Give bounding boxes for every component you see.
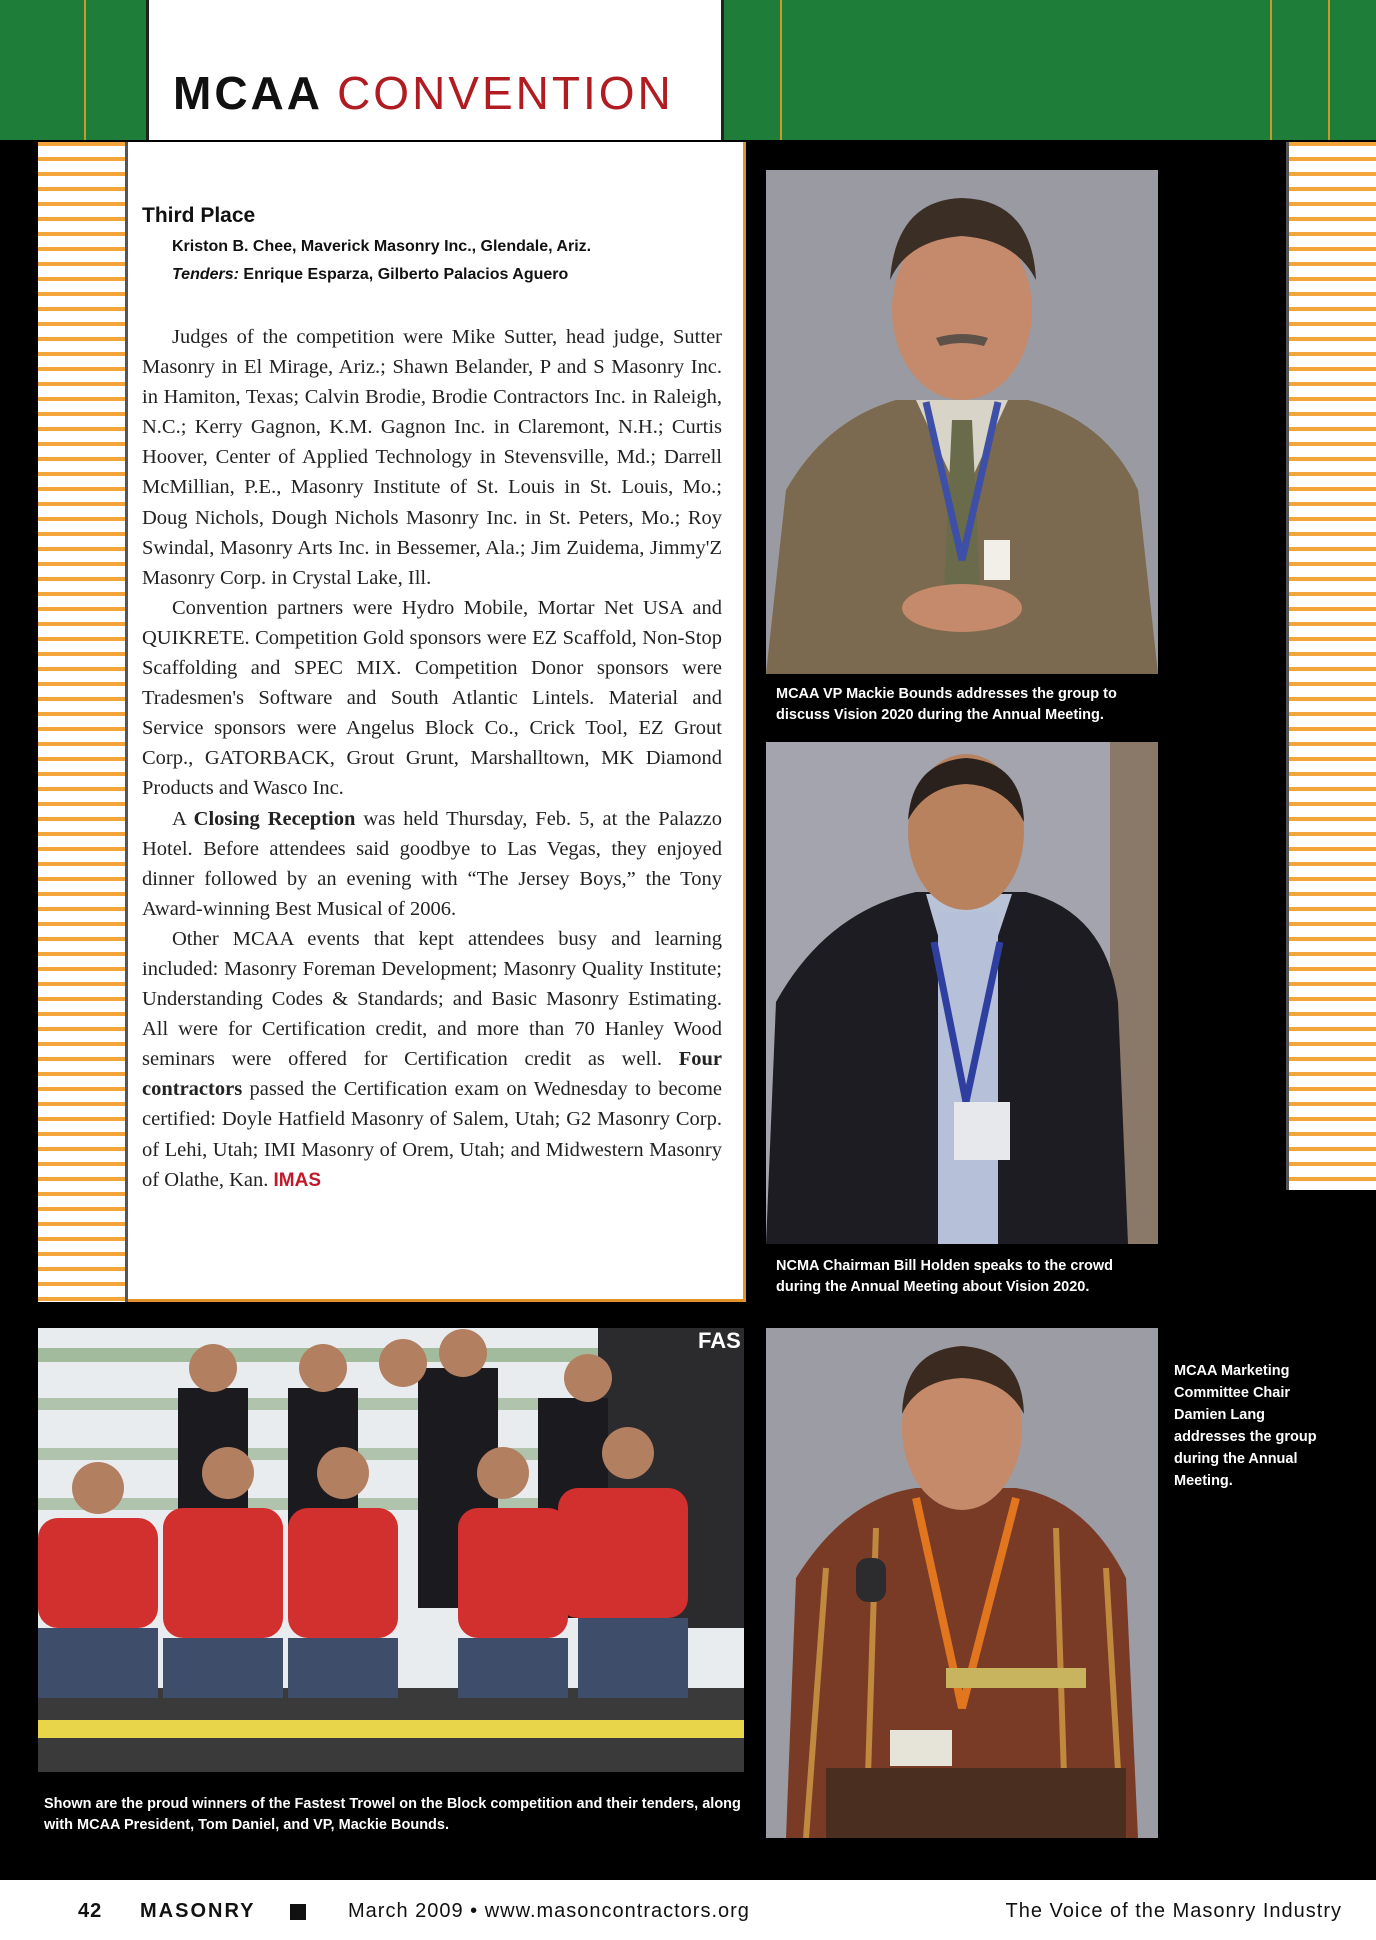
text-run: Other MCAA events that kept attendees busy and learning included: Masonry Foreman Development; Masonry Quality Institute; Understanding Codes & Standards; and Basic Masonry Estimating. All were for Certification credit, and more than 70 Hanley Wood seminars were offered for Certification credit as well. — [142, 927, 722, 1071]
text-run: A — [172, 807, 194, 830]
photo-group-winners — [38, 1328, 744, 1772]
page-number: 42 — [78, 1900, 103, 1922]
section-title — [173, 66, 674, 120]
text-run: passed the Certification exam on Wednesday to become certified: Doyle Hatfield Masonry of Salem, Utah; G2 Masonry Corp. of Lehi, Utah; IMI Masonry of Orem, Utah; and Midwestern Masonry of Olathe, Kan. — [142, 1078, 722, 1191]
paragraph-events — [142, 924, 722, 1196]
magazine-tagline: The Voice of the Masonry Industry — [1005, 1900, 1342, 1922]
tenders-names: Enrique Esparza, Gilberto Palacios Aguero — [238, 266, 569, 283]
photo-illustration — [766, 742, 1158, 1244]
photo-mackie-bounds — [766, 170, 1158, 674]
photo-illustration — [38, 1328, 744, 1772]
right-stripe-border — [1286, 142, 1376, 1190]
caption-photo1: MCAA VP Mackie Bounds addresses the group to discuss Vision 2020 during the Annual Meeting. — [776, 686, 1117, 723]
caption-photo2: NCMA Chairman Bill Holden speaks to the crowd during the Annual Meeting about Vision 2020. — [776, 1258, 1114, 1295]
header-rule — [1328, 0, 1330, 140]
article-panel — [128, 142, 746, 1302]
header-rule — [1270, 0, 1272, 140]
header-rule — [84, 0, 86, 140]
left-stripe-border — [38, 142, 128, 1302]
magazine-name: MASONRY — [140, 1900, 256, 1922]
tenders-label: Tenders: — [172, 266, 239, 283]
tenders-line — [172, 266, 568, 284]
section-title-suffix: CONVENTION — [337, 67, 674, 119]
header-rule — [780, 0, 782, 140]
page-footer — [0, 1880, 1376, 1940]
end-mark: IMAS — [273, 1169, 321, 1191]
article-body — [142, 322, 722, 1196]
photo-bill-holden — [766, 742, 1158, 1244]
photo-illustration — [766, 170, 1158, 674]
issue-date-url: March 2009 • www.masoncontractors.org — [348, 1900, 750, 1922]
bold-run: Closing Reception — [193, 807, 356, 830]
photo-illustration — [766, 1328, 1158, 1838]
paragraph-judges: Judges of the competition were Mike Sutter, head judge, Sutter Masonry in El Mirage, Ariz.; Shawn Belander, P and S Masonry Inc. in Hamiton, Texas; Calvin Brodie, Brodie Contractors Inc. in Raleigh, N.C.; Kerry Gagnon, K.M. Gagnon Inc. in Claremont, N.H.; Curtis Hoover, Center of Applied Technology in Stevensville, Md.; Darrell McMillian, P.E., Masonry Institute of St. Louis in St. Louis, Mo.; Doug Nichols, Dough Nichols Masonry Inc. in St. Peters, Mo.; Roy Swindal, Masonry Arts Inc. in Bessemer, Ala.; Jim Zuidema, Jimmy'Z Masonry Corp. in Crystal Lake, Ill. — [142, 326, 722, 589]
caption-photo3: Shown are the proud winners of the Fastest Trowel on the Block competition and their tenders, along with MCAA President, Tom Daniel, and VP, Mackie Bounds. — [44, 1796, 741, 1833]
section-header — [146, 0, 724, 140]
photo-damien-lang — [766, 1328, 1158, 1838]
paragraph-reception — [142, 804, 722, 924]
place-heading: Third Place — [142, 204, 256, 227]
banner-text: FAS — [698, 1328, 741, 1353]
text-run: was held Thursday, Feb. 5, at the Palazzo Hotel. Before attendees said goodbye to Las Vegas, they enjoyed dinner followed by an evening with “The Jersey Boys,” the Tony Award-winning Best Musical of 2006. — [142, 807, 723, 920]
caption-photo4: MCAA Marketing Committee Chair Damien Lang addresses the group during the Annual Meeting. — [1174, 1363, 1317, 1489]
footer-square-icon — [290, 1904, 306, 1920]
section-title-prefix: MCAA — [173, 67, 322, 119]
paragraph-sponsors: Convention partners were Hydro Mobile, Mortar Net USA and QUIKRETE. Competition Gold sponsors were EZ Scaffold, Non-Stop Scaffolding and SPEC MIX. Competition Donor sponsors were Tradesmen's Software and South Atlantic Lintels. Material and Service sponsors were Angelus Block Co., Crick Tool, EZ Grout Corp., GATORBACK, Grout Grunt, Marshalltown, MK Diamond Products and Wasco Inc. — [142, 596, 722, 800]
bold-run: Four contractors — [142, 1048, 722, 1101]
winner-line: Kriston B. Chee, Maverick Masonry Inc., Glendale, Ariz. — [172, 238, 592, 255]
